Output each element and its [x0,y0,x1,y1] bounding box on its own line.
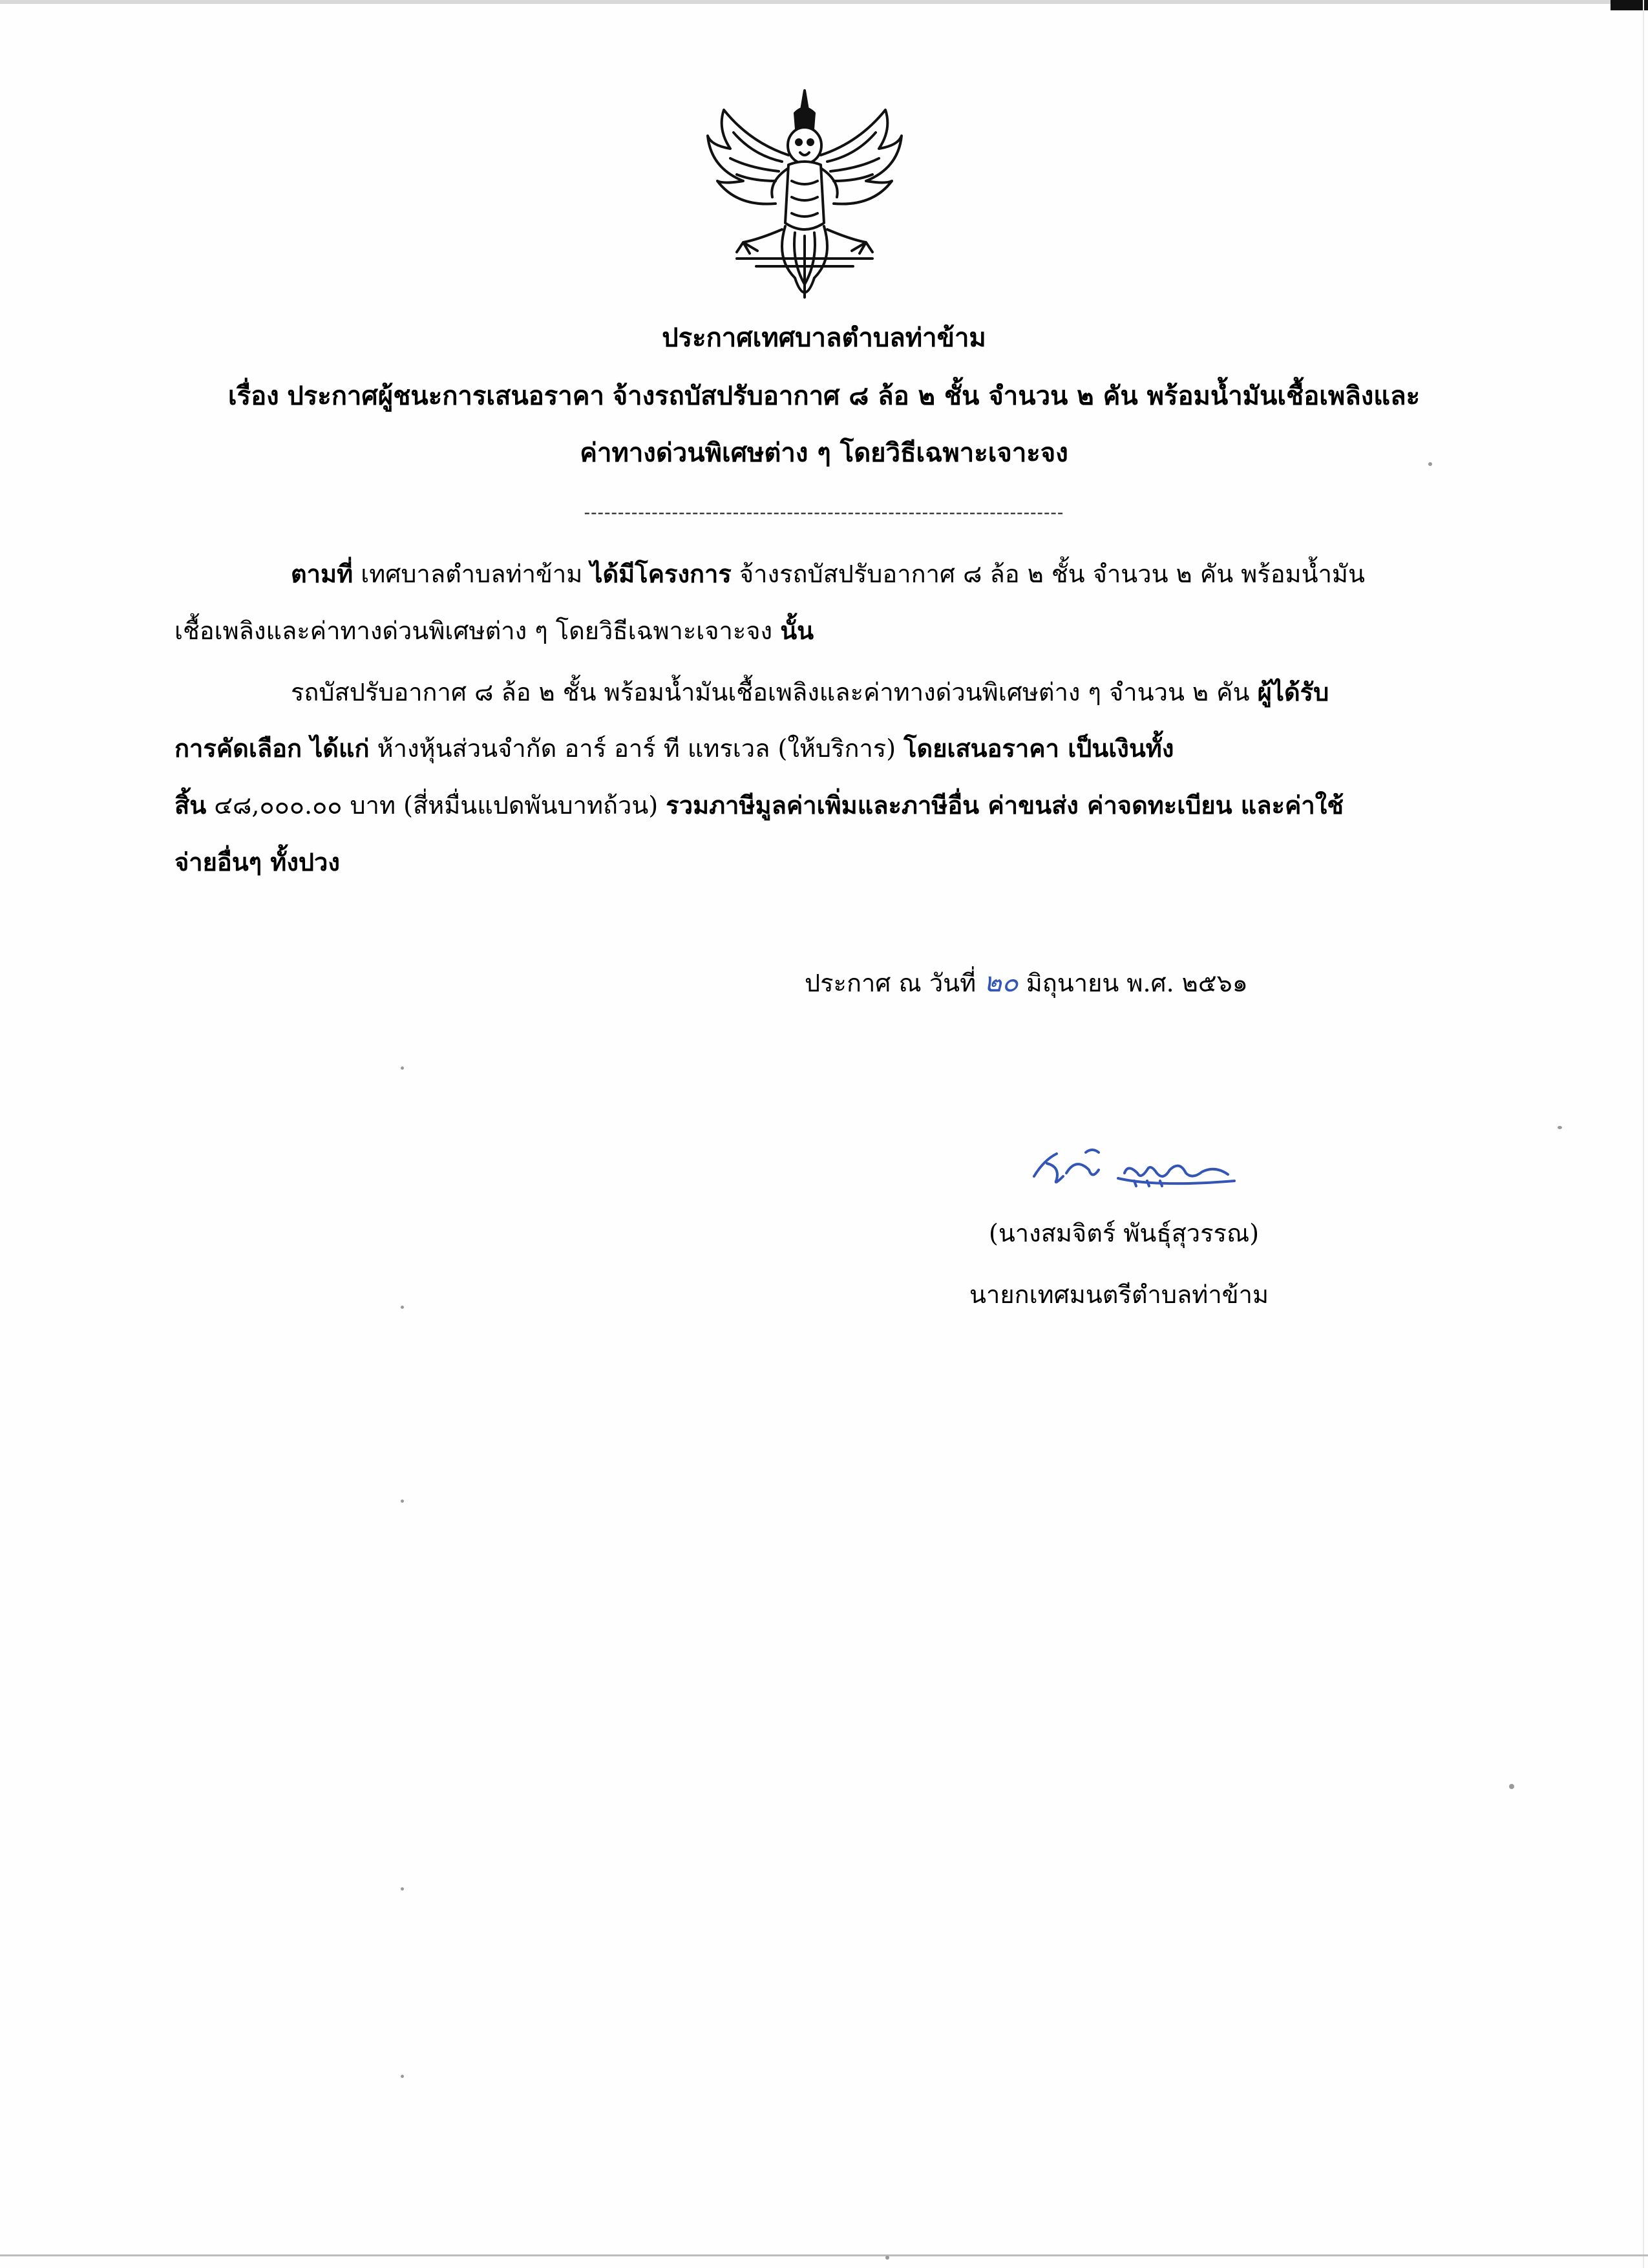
p2-company: ห้างหุ้นส่วนจำกัด อาร์ อาร์ ที แทรเวล (ให้บริการ) [377,734,896,763]
paragraph-2-line-4: จ่ายอื่นๆ ทั้งปวง [174,847,340,876]
p1-lead: ตามที่ [291,559,354,588]
p1-mid: ได้มีโครงการ [590,559,732,588]
scan-speck [401,1066,404,1070]
p2-line3-bold: สิ้น [174,790,207,820]
p1-org: เทศบาลตำบลท่าข้าม [361,560,583,588]
subject-description: จ้างรถบัสปรับอากาศ ๘ ล้อ ๒ ชั้น จำนวน ๒ คัน พร้อมน้ำมันเชื้อเพลิงและ [612,381,1421,411]
p2-line1: รถบัสปรับอากาศ ๘ ล้อ ๒ ชั้น พร้อมน้ำมันเชื้อเพลิงและค่าทางด่วนพิเศษต่าง ๆ จำนวน ๒ คัน [291,678,1250,706]
p2-line1-bold: ผู้ได้รับ [1257,677,1329,706]
scan-speck [885,2256,889,2260]
scan-speck [401,1887,404,1891]
scan-speck [1558,1126,1562,1129]
scan-speck [1509,1784,1514,1789]
paragraph-1-line-1 [291,556,1365,592]
p2-line3-rest: รวมภาษีมูลค่าเพิ่มและภาษีอื่น ค่าขนส่ง ค่าจดทะเบียน และค่าใช้ [666,790,1344,820]
paragraph-1-line-2 [174,613,814,649]
signer-name: (นางสมจิตร์ พันธุ์สุวรรณ) [989,1219,1260,1247]
scan-edge-top [0,0,1648,4]
scan-edge-bottom [0,2254,1648,2256]
scan-speck [401,1306,404,1309]
subject-line-2: ค่าทางด่วนพิเศษต่าง ๆ โดยวิธีเฉพาะเจาะจง [580,438,1068,468]
handwritten-signature [1028,1141,1241,1189]
announcement-date [805,964,1248,1001]
subject-heading: ประกาศผู้ชนะการเสนอราคา [287,381,604,411]
paragraph-2-line-1 [291,674,1329,710]
date-month-year: มิถุนายน พ.ศ. ๒๕๖๑ [1026,969,1248,997]
date-prefix: ประกาศ ณ วันที่ [805,969,977,997]
paragraph-2-line-2 [174,730,1174,767]
p2-amount: ๔๘,๐๐๐.๐๐ บาท (สี่หมื่นแปดพันบาทถ้วน) [214,791,659,820]
date-day-handwritten: ๒๐ [984,966,1019,998]
paragraph-2-line-3 [174,787,1344,823]
p1-line2: เชื้อเพลิงและค่าทางด่วนพิเศษต่าง ๆ โดยวิธีเฉพาะเจาะจง [174,617,773,645]
p1-rest: จ้างรถบัสปรับอากาศ ๘ ล้อ ๒ ชั้น จำนวน ๒ คัน พร้อมน้ำมัน [739,560,1365,588]
scan-speck [1428,462,1432,466]
subject-label: เรื่อง [227,381,279,411]
p1-end: นั้น [780,616,814,645]
signer-position: นายกเทศมนตรีตำบลท่าข้าม [969,1280,1269,1309]
divider-line: ----------------------------------------------------------------------- [584,502,1064,523]
announcement-title: ประกาศเทศบาลตำบลท่าข้าม [662,323,986,353]
subject-line-1 [0,378,1648,414]
scan-speck [401,2075,404,2078]
p2-line2-bold2: โดยเสนอราคา เป็นเงินทั้ง [903,734,1174,763]
scan-speck [401,1500,404,1503]
p2-line2-bold: การคัดเลือก ได้แก่ [174,734,370,763]
garuda-emblem-icon [698,84,911,317]
